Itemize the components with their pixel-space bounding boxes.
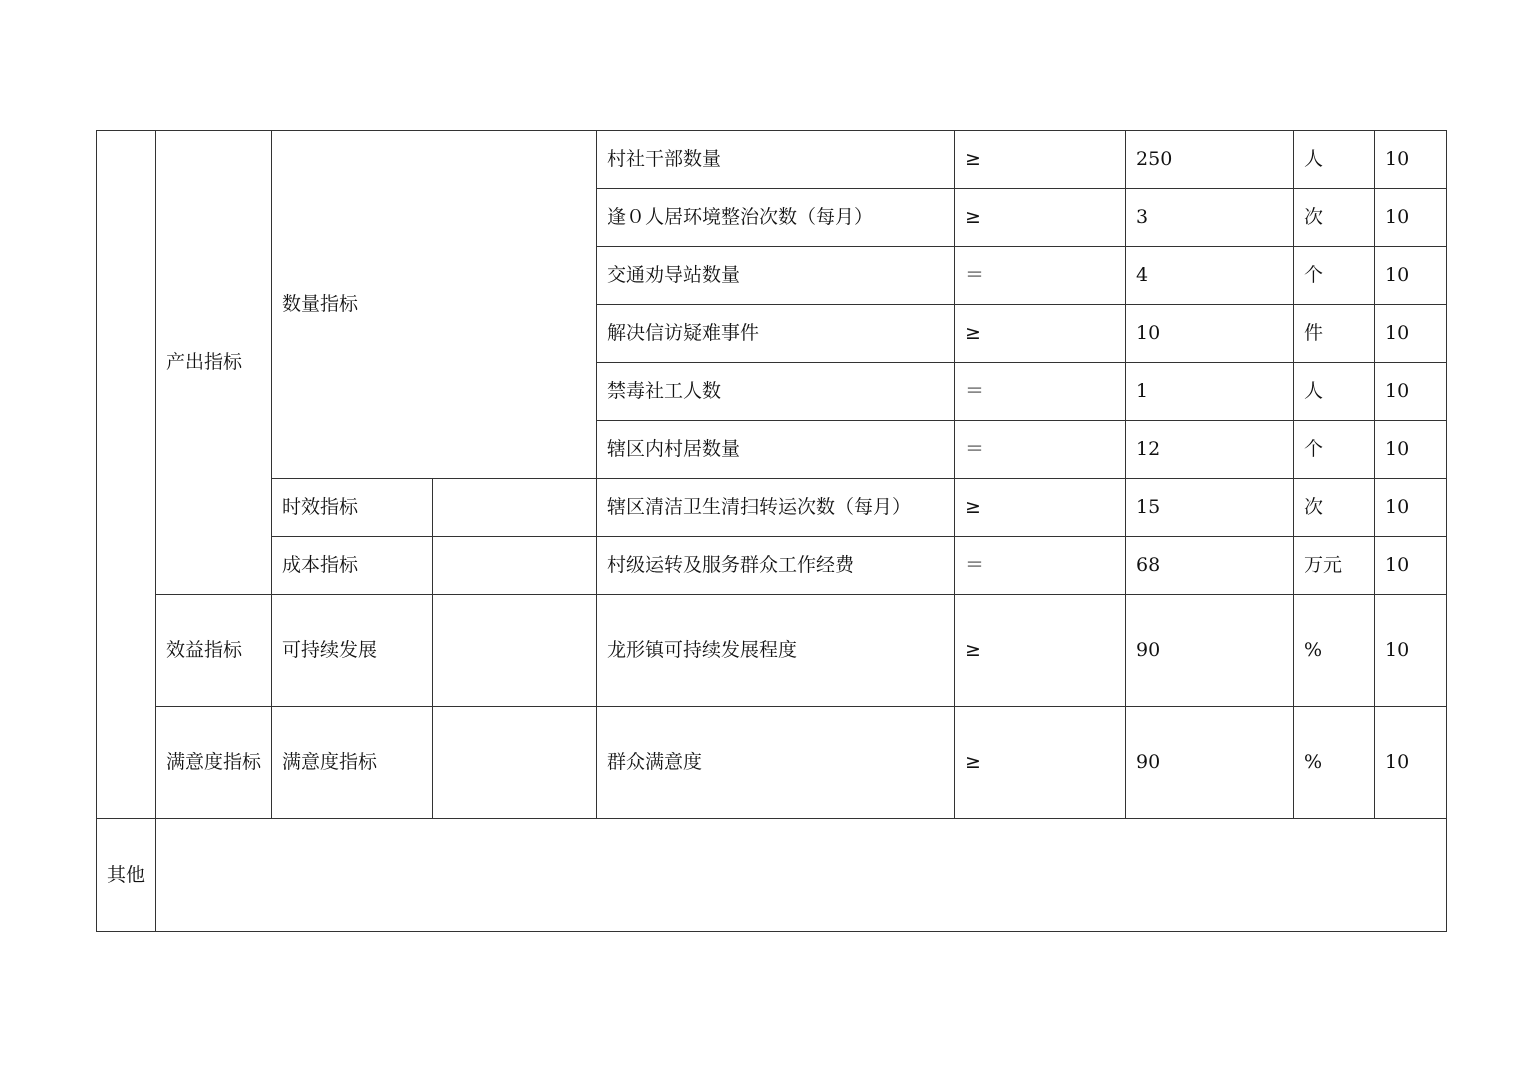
indicator-unit: 个 (1294, 247, 1375, 305)
indicator-score: 10 (1375, 421, 1447, 479)
indicator-operator: ≥ (955, 189, 1126, 247)
indicator-score: 10 (1375, 131, 1447, 189)
indicator-item: 村级运转及服务群众工作经费 (597, 537, 955, 595)
indicator-unit: 人 (1294, 363, 1375, 421)
indicator-value: 10 (1126, 305, 1294, 363)
indicator-item: 交通劝导站数量 (597, 247, 955, 305)
cost-indicator-cell: 成本指标 (272, 537, 433, 595)
other-label-cell: 其他 (97, 819, 156, 932)
indicator-value: 15 (1126, 479, 1294, 537)
indicator-operator: ＝ (955, 537, 1126, 595)
indicator-operator: ≥ (955, 305, 1126, 363)
indicator-value: 1 (1126, 363, 1294, 421)
indicator-value: 12 (1126, 421, 1294, 479)
indicator-item: 禁毒社工人数 (597, 363, 955, 421)
indicator-item: 辖区内村居数量 (597, 421, 955, 479)
satisfaction-indicator-cell: 满意度指标 (272, 707, 433, 819)
indicator-value: 3 (1126, 189, 1294, 247)
indicator-unit: 次 (1294, 189, 1375, 247)
indicator-item: 龙形镇可持续发展程度 (597, 595, 955, 707)
indicator-unit: 万元 (1294, 537, 1375, 595)
indicator-value: 68 (1126, 537, 1294, 595)
indicator-score: 10 (1375, 479, 1447, 537)
indicator-value: 250 (1126, 131, 1294, 189)
blank-cell (433, 595, 597, 707)
output-category-cell: 产出指标 (156, 131, 272, 595)
indicator-operator: ＝ (955, 421, 1126, 479)
indicator-unit: % (1294, 707, 1375, 819)
indicator-unit: 次 (1294, 479, 1375, 537)
left-blank-cell (97, 131, 156, 819)
sustainable-indicator-cell: 可持续发展 (272, 595, 433, 707)
indicator-score: 10 (1375, 305, 1447, 363)
indicator-item: 辖区清洁卫生清扫转运次数（每月） (597, 479, 955, 537)
blank-cell (433, 537, 597, 595)
table-row (97, 131, 1447, 189)
table-row (97, 479, 1447, 537)
indicator-item: 解决信访疑难事件 (597, 305, 955, 363)
indicator-operator: ＝ (955, 363, 1126, 421)
indicator-item: 村社干部数量 (597, 131, 955, 189)
benefit-category-cell: 效益指标 (156, 595, 272, 707)
indicator-operator: ≥ (955, 131, 1126, 189)
indicator-item: 群众满意度 (597, 707, 955, 819)
indicator-unit: % (1294, 595, 1375, 707)
timeliness-indicator-cell: 时效指标 (272, 479, 433, 537)
indicator-unit: 件 (1294, 305, 1375, 363)
performance-indicator-table (96, 130, 1447, 932)
indicator-value: 90 (1126, 595, 1294, 707)
indicator-score: 10 (1375, 247, 1447, 305)
quantity-indicator-cell: 数量指标 (272, 131, 597, 479)
indicator-item: 逢０人居环境整治次数（每月） (597, 189, 955, 247)
indicator-unit: 人 (1294, 131, 1375, 189)
indicator-operator: ≥ (955, 479, 1126, 537)
blank-cell (433, 479, 597, 537)
indicator-score: 10 (1375, 707, 1447, 819)
table-row (97, 537, 1447, 595)
indicator-operator: ≥ (955, 595, 1126, 707)
indicator-score: 10 (1375, 537, 1447, 595)
other-content-cell (156, 819, 1447, 932)
blank-cell (433, 707, 597, 819)
indicator-score: 10 (1375, 595, 1447, 707)
indicator-score: 10 (1375, 363, 1447, 421)
indicator-value: 90 (1126, 707, 1294, 819)
indicator-score: 10 (1375, 189, 1447, 247)
table-row (97, 707, 1447, 819)
indicator-operator: ≥ (955, 707, 1126, 819)
table-row (97, 819, 1447, 932)
satisfaction-category-cell: 满意度指标 (156, 707, 272, 819)
table-row (97, 595, 1447, 707)
indicator-value: 4 (1126, 247, 1294, 305)
indicator-unit: 个 (1294, 421, 1375, 479)
indicator-operator: ＝ (955, 247, 1126, 305)
